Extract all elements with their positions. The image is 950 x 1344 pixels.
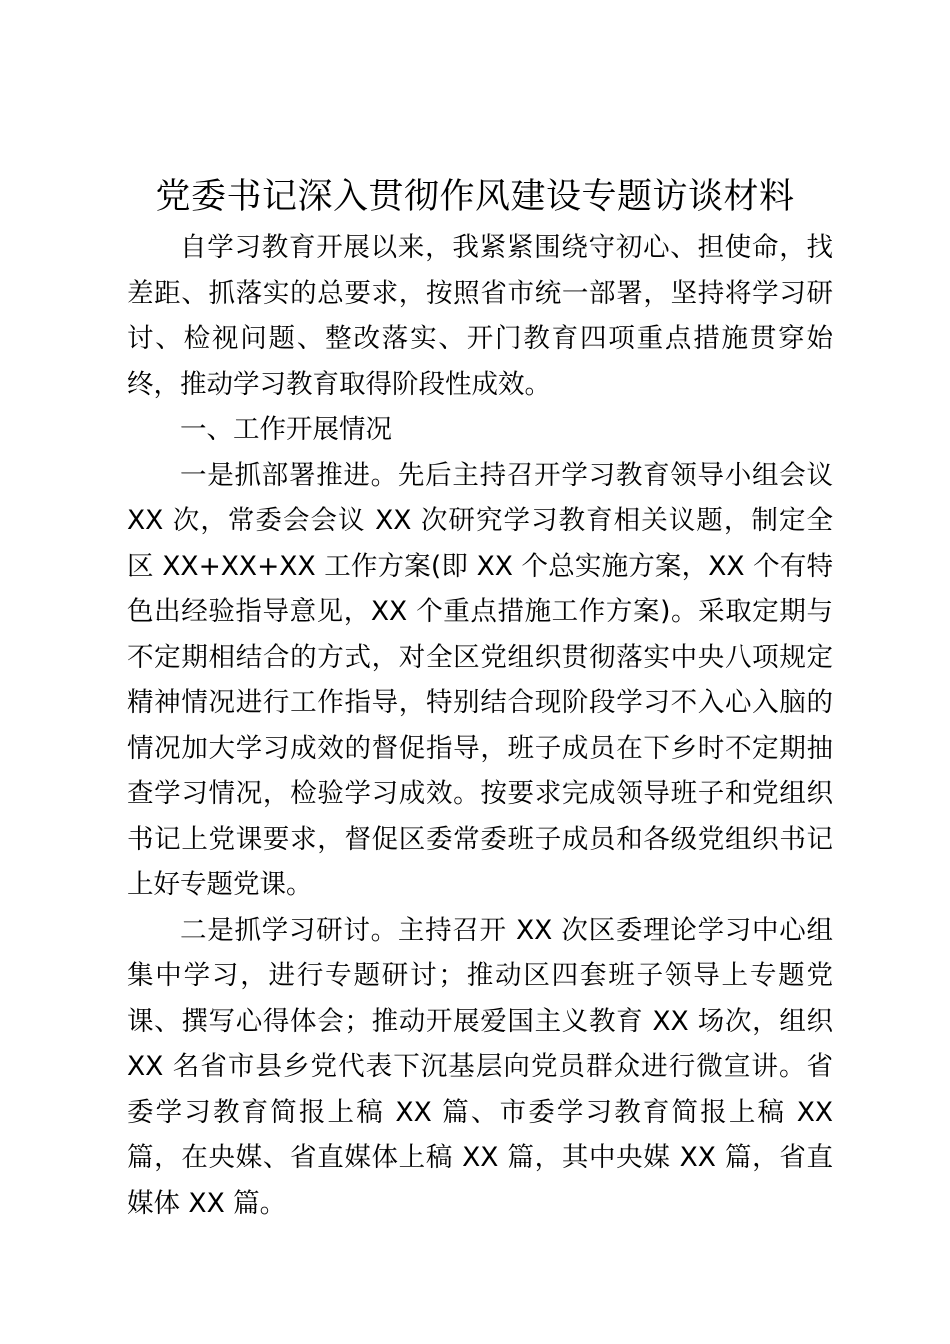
document-body [127,225,833,1226]
section-heading: 一、工作开展情况 [180,414,392,445]
paragraph-study: 二是抓学习研讨。主持召开 XX 次区委理论学习中心组集中学习，进行专题研讨；推动区四套班子领导上专题党课、撰写心得体会；推动开展爱国主义教育 XX 场次，组织 XX 名省市县乡党代表下沉基层向党员群众进行微宣讲。省委学习教育简报上稿 XX 篇、市委学习教育简报上稿 XX 篇，在央媒、省直媒体上稿 XX 篇，其中央媒 XX 篇，省直媒体 XX 篇。 [127,914,833,1219]
intro-paragraph: 自学习教育开展以来，我紧紧围绕守初心、担使命，找差距、抓落实的总要求，按照省市统一部署，坚持将学习研讨、检视问题、整改落实、开门教育四项重点措施贯穿始终，推动学习教育取得阶段性成效。 [127,232,833,400]
document-title: 党委书记深入贯彻作风建设专题访谈材料 [155,177,795,217]
paragraph-deployment: 一是抓部署推进。先后主持召开学习教育领导小组会议 XX 次，常委会会议 XX 次研究学习教育相关议题，制定全区 XX+XX+XX 工作方案(即 XX 个总实施方案，XX 个有特色出经验指导意见，XX 个重点措施工作方案)。采取定期与不定期相结合的方式，对全区党组织贯彻落实中央八项规定精神情况进行工作指导，特别结合现阶段学习不入心入脑的情况加大学习成效的督促指导，班子成员在下乡时不定期抽查学习情况，检验学习成效。按要求完成领导班子和党组织书记上党课要求，督促区委常委班子成员和各级党组织书记上好专题党课。 [127,459,833,900]
